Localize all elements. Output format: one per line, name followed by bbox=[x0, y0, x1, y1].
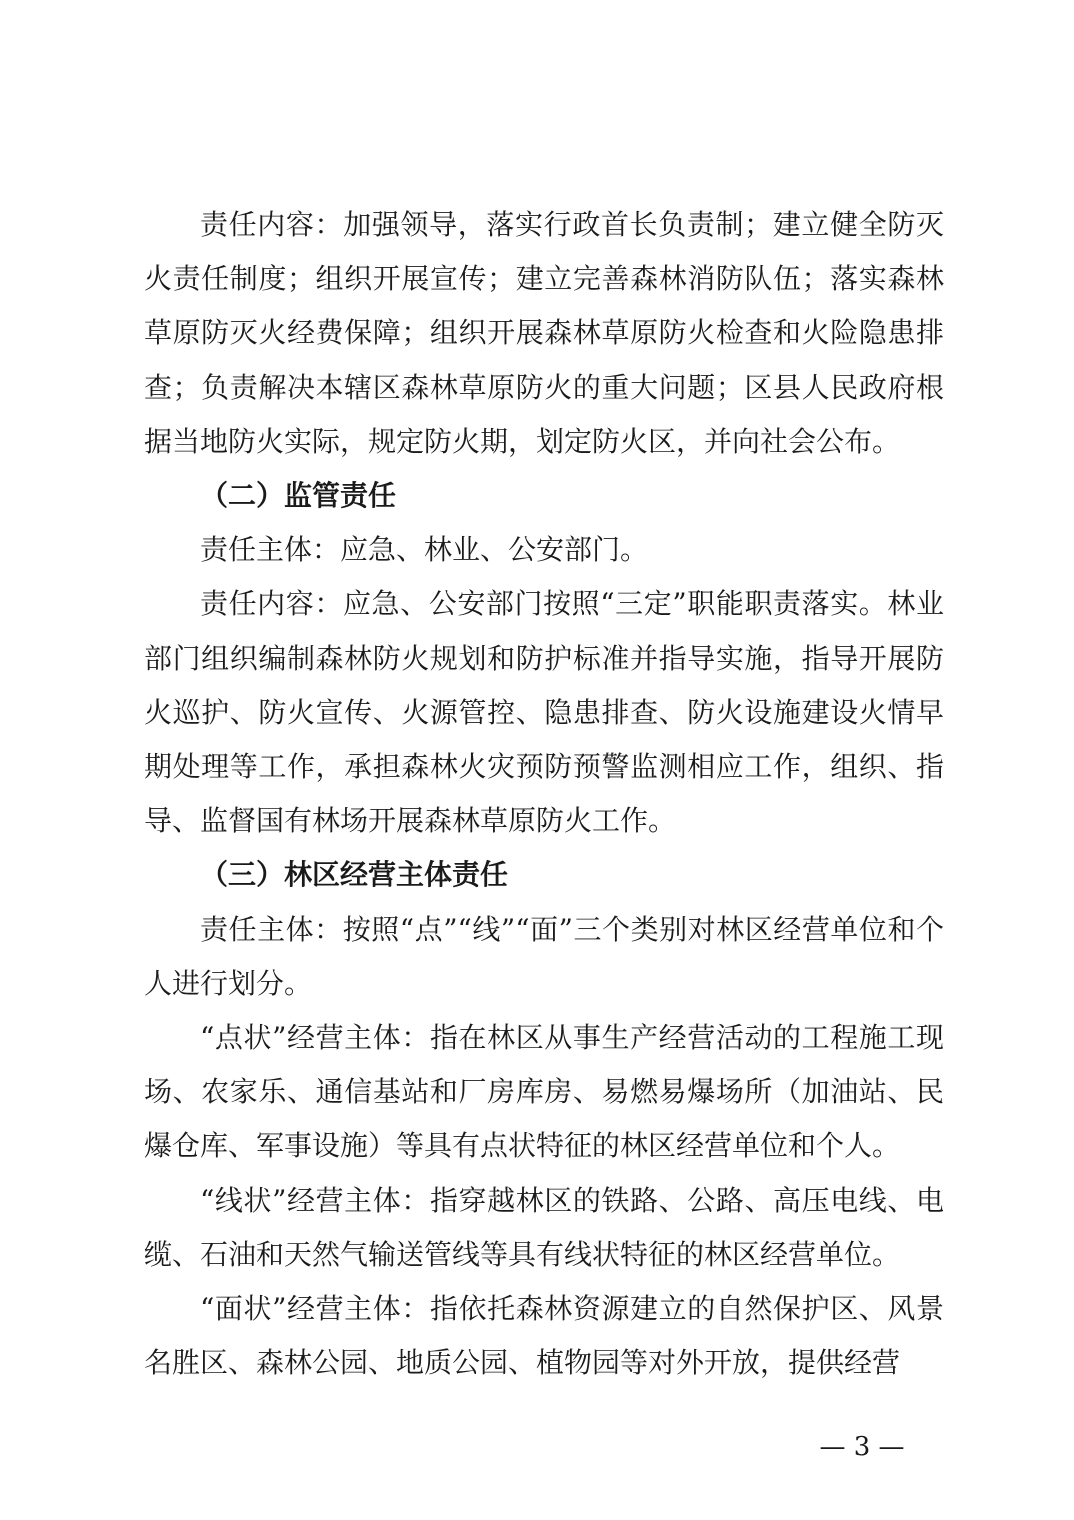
paragraph-operator-subject: 责任主体：按照“点”“线”“面”三个类别对林区经营单位和个人进行划分。 bbox=[144, 912, 944, 1000]
paragraph-point-operators: “点状”经营主体：指在林区从事生产经营活动的工程施工现场、农家乐、通信基站和厂房库房、易燃易爆场所（加油站、民爆仓库、军事设施）等具有点状特征的林区经营单位和个人。 bbox=[144, 1021, 944, 1163]
paragraph-supervision-subject: 责任主体：应急、林业、公安部门。 bbox=[200, 533, 649, 567]
paragraph-supervision-content: 责任内容：应急、公安部门按照“三定”职能职责落实。林业部门组织编制森林防火规划和防护标准并指导实施，指导开展防火巡护、防火宣传、火源管控、隐患排查、防火设施建设火情早期处理等工作，承担森林火灾预防预警监测相应工作，组织、指导、监督国有林场开展森林草原防火工作。 bbox=[144, 587, 944, 838]
page-number: — 3 — bbox=[819, 1432, 905, 1462]
paragraph-responsibility-content: 责任内容：加强领导，落实行政首长负责制；建立健全防灭火责任制度；组织开展宣传；建立完善森林消防队伍；落实森林草原防灭火经费保障；组织开展森林草原防火检查和火险隐患排查；负责解决本辖区森林草原防火的重大问题；区县人民政府根据当地防火实际，规定防火期，划定防火区，并向社会公布。 bbox=[144, 208, 944, 458]
document-body bbox=[144, 198, 944, 1390]
section-heading-supervision: （二）监管责任 bbox=[200, 479, 397, 513]
paragraph-line-operators: “线状”经营主体：指穿越林区的铁路、公路、高压电线、电缆、石油和天然气输送管线等具有线状特征的林区经营单位。 bbox=[144, 1183, 944, 1271]
section-heading-forest-operators: （三）林区经营主体责任 bbox=[200, 858, 509, 892]
paragraph-area-operators: “面状”经营主体：指依托森林资源建立的自然保护区、风景名胜区、森林公园、地质公园、植物园等对外开放，提供经营 bbox=[144, 1292, 944, 1380]
